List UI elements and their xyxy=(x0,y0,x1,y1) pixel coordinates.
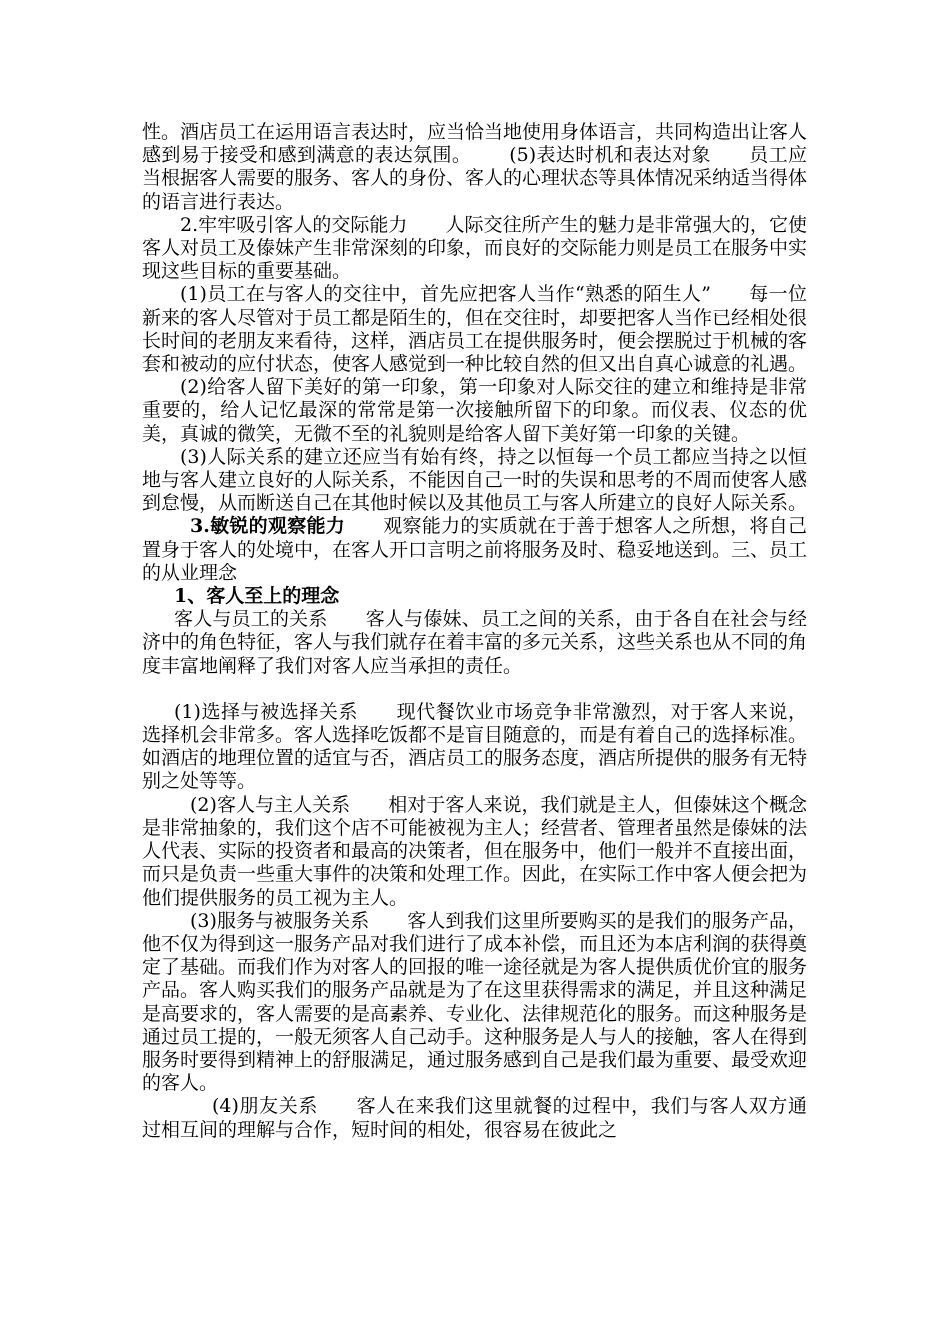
paragraph-friend-relation xyxy=(142,1095,807,1141)
item-heading: (2)客人与主人关系 xyxy=(190,793,351,816)
text-run: 相对于客人来说，我们就是主人，但傣妹这个概念是非常抽象的，我们这个店不可能被视为主人；经营者、管理者虽然是傣妹的法人代表、实际的投资者和最高的决策者，但在服务中，他们一般并不直接出面，而只是负责一些重大事件的决策和处理工作。因此，在实际工作中客人便会把为他们提供服务的员工视为主人。 xyxy=(142,793,808,909)
item-heading: (1)员工在与客人的交往中，首先应把客人当作“熟悉的陌生人” xyxy=(180,283,711,306)
text-run: 员工应当根据客人需要的服务、客人的身份、客人的心理状态等具体情况采纳适当得体的语言进行表达。 xyxy=(142,144,808,213)
paragraph-choice-relation xyxy=(142,701,807,794)
section-heading: 2.牢牢吸引客人的交际能力 xyxy=(180,213,408,236)
paragraph-customer-staff-relation xyxy=(142,608,807,678)
text-run: 客人与傣妹、员工之间的关系，由于各自在社会与经济中的角色特征，客人与我们就存在着丰富的多元关系，这些关系也从不同的角度丰富地阐释了我们对客人应当承担的责任。 xyxy=(142,608,808,677)
item-heading: 客人与员工的关系 xyxy=(174,608,328,631)
text-run: 观察能力的实质就在于善于想客人之所想，将自己置身于客人的处境中，在客人开口言明之前将服务及时、稳妥地送到。三、员工的从业理念 xyxy=(142,515,808,584)
blank-line xyxy=(142,678,807,701)
paragraph-observation xyxy=(142,515,807,585)
item-heading: (3)服务与被服务关系 xyxy=(190,909,370,932)
paragraph-host-relation xyxy=(142,794,807,910)
paragraph-service-relation xyxy=(142,910,807,1096)
paragraph-first-impression: (2)给客人留下美好的第一印象，第一印象对人际交往的建立和维持是非常重要的，给人记忆最深的常常是第一次接触所留下的印象。而仪表、仪态的优美，真诚的微笑，无微不至的礼貌则是给客人留下美好第一印象的关键。 xyxy=(142,376,807,445)
text-run: 人际交往所产生的魅力是非常强大的，它使客人对员工及傣妹产生非常深刻的印象，而良好的交际能力则是员工在服务中实现这些目标的重要基础。 xyxy=(142,213,808,283)
document-page xyxy=(142,121,807,1142)
item-heading: (1)选择与被选择关系 xyxy=(174,700,359,723)
paragraph-expression xyxy=(142,121,807,214)
section-heading: 3.敏锐的观察能力 xyxy=(190,515,346,538)
item-heading: (4)朋友关系 xyxy=(212,1095,318,1118)
paragraph-familiar-stranger xyxy=(142,283,807,376)
text-run: 客人到我们这里所要购买的是我们的服务产品，他不仅为得到这一服务产品对我们进行了成本补偿，而且还为本店利润的获得奠定了基础。而我们作为对客人的回报的唯一途径就是为客人提供质优价宜的服务产品。客人购买我们的服务产品就是为了在这里获得需求的满足，并且这种满足是高要求的，客人需要的是高素养、专业化、法律规范化的服务。而这种服务是通过员工提的，一般无须客人自己动手。这种服务是人与人的接触，客人在得到服务时要得到精神上的舒服满足，通过服务感到自己是我们最为重要、最受欢迎的客人。 xyxy=(142,909,808,1095)
text-run: 性。酒店员工在运用语言表达时，应当恰当地使用身体语言，共同构造出让客人感到易于接受和感到满意的表达氛围。 xyxy=(142,121,808,167)
text-run: 每一位新来的客人尽管对于员工都是陌生的，但在交往时，却要把客人当作已经相处很长时间的老朋友来看待，这样，酒店员工在提供服务时，便会摆脱过于机械的客套和被动的应付状态，使客人感觉到一种比较自然的但又出自真心诚意的礼遇。 xyxy=(142,283,808,376)
subsection-heading: 1、客人至上的理念 xyxy=(174,585,340,608)
paragraph-social-ability xyxy=(142,214,807,284)
item-heading: (5)表达时机和表达对象 xyxy=(509,144,711,167)
text-run: 现代餐饮业市场竞争非常激烈，对于客人来说，选择机会非常多。客人选择吃饭都不是盲目随意的，而是有着自己的选择标准。如酒店的地理位置的适宜与否，酒店员工的服务态度，酒店所提供的服务有无特别之处等等。 xyxy=(142,700,808,793)
paragraph-relationship: (3)人际关系的建立还应当有始有终，持之以恒每一个员工都应当持之以恒地与客人建立良好的人际关系，不能因自己一时的失误和思考的不周而使客人感到怠慢，从而断送自己在其他时候以及其他员工与客人所建立的良好人际关系。 xyxy=(142,445,808,515)
text-run: 客人在来我们这里就餐的过程中，我们与客人双方通过相互间的理解与合作，短时间的相处，很容易在彼此之 xyxy=(142,1095,807,1141)
